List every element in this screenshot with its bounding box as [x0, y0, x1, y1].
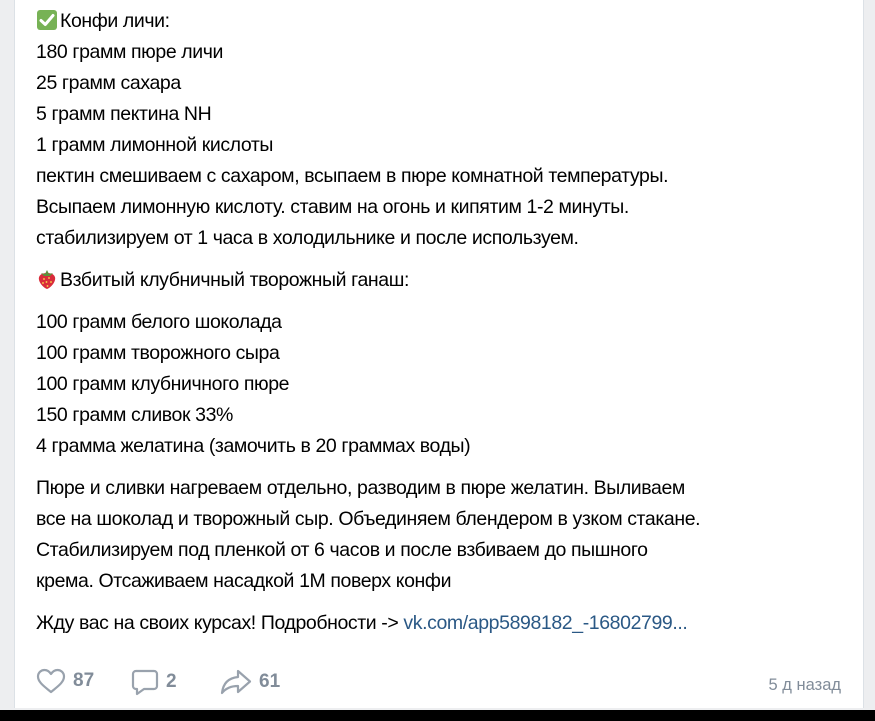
comment-button[interactable] — [131, 668, 177, 696]
ingredient-line: 5 грамм пектина NH — [36, 103, 212, 125]
instruction-line: крема. Отсаживаем насадкой 1М поверх конфи — [36, 570, 452, 592]
instruction-line: пектин смешиваем с сахаром, всыпаем в пюре комнатной температуры. — [36, 165, 669, 187]
post-card — [14, 0, 864, 708]
post-timestamp[interactable]: 5 д назад — [768, 676, 841, 694]
ingredient-line: 180 грамм пюре личи — [36, 41, 224, 63]
ingredient-line: 25 грамм сахара — [36, 72, 181, 94]
instruction-line: Пюре и сливки нагреваем отдельно, разводим в пюре желатин. Выливаем — [36, 477, 685, 499]
post-footer — [36, 664, 841, 700]
courses-link[interactable]: vk.com/app5898182_-16802799... — [403, 612, 688, 634]
ingredient-line: 150 грамм сливок 33% — [36, 404, 233, 426]
comment-icon — [131, 668, 159, 696]
post-text — [36, 6, 846, 639]
ingredient-line: 100 грамм клубничного пюре — [36, 373, 290, 395]
bottom-edge — [0, 710, 875, 721]
instruction-line: стабилизируем от 1 часа в холодильнике и после используем. — [36, 227, 579, 249]
strawberry-icon — [36, 268, 58, 290]
check-mark-button-icon — [36, 9, 58, 31]
ingredient-line: 4 грамма желатина (замочить в 20 граммах воды) — [36, 435, 471, 457]
courses-text: Жду вас на своих курсах! Подробности -> — [36, 612, 404, 634]
like-button[interactable] — [36, 668, 94, 694]
share-icon — [220, 668, 252, 696]
ingredient-line: 100 грамм творожного сыра — [36, 342, 280, 364]
share-button[interactable] — [220, 668, 280, 696]
section-title-confit: Конфи личи: — [36, 6, 846, 37]
section-title-ganache: Взбитый клубничный творожный ганаш: — [36, 265, 846, 296]
like-count: 87 — [73, 670, 95, 691]
instruction-line: Всыпаем лимонную кислоту. ставим на огонь и кипятим 1-2 минуты. — [36, 196, 629, 218]
share-count: 61 — [259, 671, 281, 692]
comment-count: 2 — [166, 671, 177, 692]
ingredient-line: 100 грамм белого шоколада — [36, 311, 282, 333]
instruction-line: все на шоколад и творожный сыр. Объединяем блендером в узком стакане. — [36, 508, 701, 530]
ingredient-line: 1 грамм лимонной кислоты — [36, 134, 274, 156]
heart-icon — [36, 668, 66, 694]
instruction-line: Стабилизируем под пленкой от 6 часов и после взбиваем до пышного — [36, 539, 648, 561]
courses-line — [36, 608, 846, 639]
